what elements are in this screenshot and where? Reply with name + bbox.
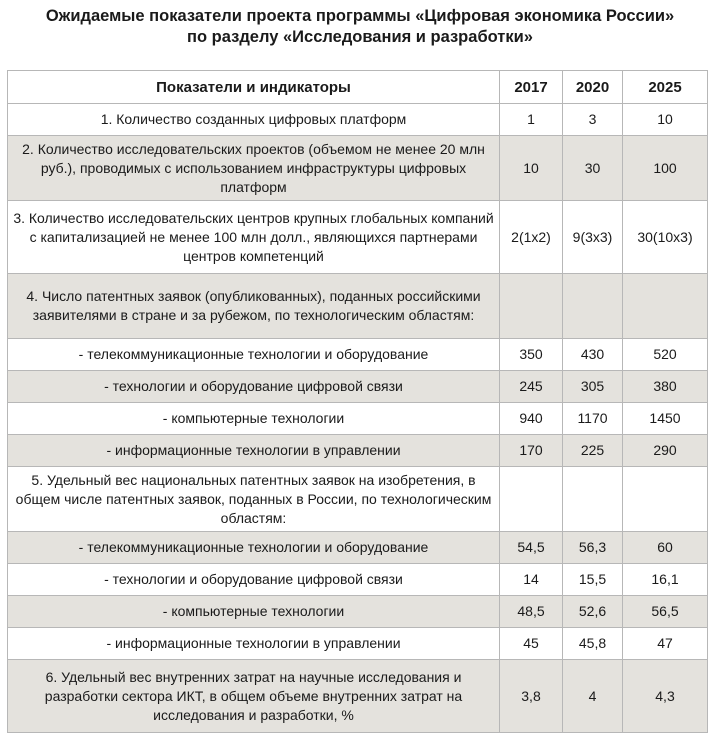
header-2017: 2017: [500, 71, 563, 104]
table-row: [8, 628, 708, 660]
title-line-1: Ожидаемые показатели проекта программы «Цифровая экономика России»: [45, 7, 675, 25]
value-2020: 1170: [563, 403, 623, 435]
row-label: - телекоммуникационные технологии и оборудование: [8, 532, 500, 564]
table-row: [8, 403, 708, 435]
value-2020: 30: [563, 136, 623, 201]
row-label: 5. Удельный вес национальных патентных заявок на изобретения, в общем числе патентных заявок, поданных в России, по технологическим областям:: [8, 467, 500, 532]
value-2025: 60: [623, 532, 708, 564]
indicators-table: [7, 70, 708, 733]
value-2025: 1450: [623, 403, 708, 435]
value-2025: 47: [623, 628, 708, 660]
table-row: [8, 660, 708, 733]
value-2025: 380: [623, 371, 708, 403]
value-2017: 54,5: [500, 532, 563, 564]
row-label: - компьютерные технологии: [8, 596, 500, 628]
value-2025: 290: [623, 435, 708, 467]
value-2025: 100: [623, 136, 708, 201]
value-2025: 16,1: [623, 564, 708, 596]
value-2017: 10: [500, 136, 563, 201]
row-label: - информационные технологии в управлении: [8, 628, 500, 660]
value-2017: 2(1x2): [500, 201, 563, 274]
value-2017: 170: [500, 435, 563, 467]
value-2020: 56,3: [563, 532, 623, 564]
value-2025: 30(10x3): [623, 201, 708, 274]
value-2020: [563, 274, 623, 339]
value-2017: 3,8: [500, 660, 563, 733]
value-2017: [500, 467, 563, 532]
table-row: [8, 339, 708, 371]
table-row: [8, 532, 708, 564]
value-2017: 1: [500, 104, 563, 136]
row-label: - информационные технологии в управлении: [8, 435, 500, 467]
row-label: - телекоммуникационные технологии и оборудование: [8, 339, 500, 371]
value-2020: [563, 467, 623, 532]
value-2020: 430: [563, 339, 623, 371]
table-row: [8, 104, 708, 136]
title-line-2: по разделу «Исследования и разработки»: [187, 28, 533, 46]
value-2020: 52,6: [563, 596, 623, 628]
value-2025: [623, 467, 708, 532]
value-2025: 10: [623, 104, 708, 136]
row-label: 3. Количество исследовательских центров крупных глобальных компаний с капитализацией не менее 100 млн долл., являющихся партнерами центров компетенций: [8, 201, 500, 274]
table-row: [8, 371, 708, 403]
value-2017: [500, 274, 563, 339]
value-2017: 940: [500, 403, 563, 435]
value-2020: 305: [563, 371, 623, 403]
row-label: 6. Удельный вес внутренних затрат на научные исследования и разработки сектора ИКТ, в общем объеме внутренних затрат на исследования и разработки, %: [8, 660, 500, 733]
table-row: [8, 435, 708, 467]
table-row: [8, 274, 708, 339]
value-2017: 245: [500, 371, 563, 403]
table-row: [8, 201, 708, 274]
document-title: [0, 6, 720, 48]
value-2025: [623, 274, 708, 339]
value-2025: 4,3: [623, 660, 708, 733]
value-2020: 45,8: [563, 628, 623, 660]
row-label: - компьютерные технологии: [8, 403, 500, 435]
value-2020: 4: [563, 660, 623, 733]
row-label: 1. Количество созданных цифровых платформ: [8, 104, 500, 136]
value-2017: 14: [500, 564, 563, 596]
table-row: [8, 596, 708, 628]
value-2017: 350: [500, 339, 563, 371]
table-row: [8, 564, 708, 596]
value-2025: 56,5: [623, 596, 708, 628]
row-label: - технологии и оборудование цифровой связи: [8, 371, 500, 403]
value-2017: 48,5: [500, 596, 563, 628]
table-row: [8, 467, 708, 532]
table-row: [8, 136, 708, 201]
value-2020: 15,5: [563, 564, 623, 596]
header-2025: 2025: [623, 71, 708, 104]
row-label: 2. Количество исследовательских проектов (объемом не менее 20 млн руб.), проводимых с использованием инфраструктуры цифровых платформ: [8, 136, 500, 201]
row-label: 4. Число патентных заявок (опубликованных), поданных российскими заявителями в стране и за рубежом, по технологическим областям:: [8, 274, 500, 339]
value-2025: 520: [623, 339, 708, 371]
value-2020: 3: [563, 104, 623, 136]
header-indicators: Показатели и индикаторы: [8, 71, 500, 104]
table-header-row: [8, 71, 708, 104]
value-2020: 9(3x3): [563, 201, 623, 274]
header-2020: 2020: [563, 71, 623, 104]
row-label: - технологии и оборудование цифровой связи: [8, 564, 500, 596]
value-2017: 45: [500, 628, 563, 660]
value-2020: 225: [563, 435, 623, 467]
